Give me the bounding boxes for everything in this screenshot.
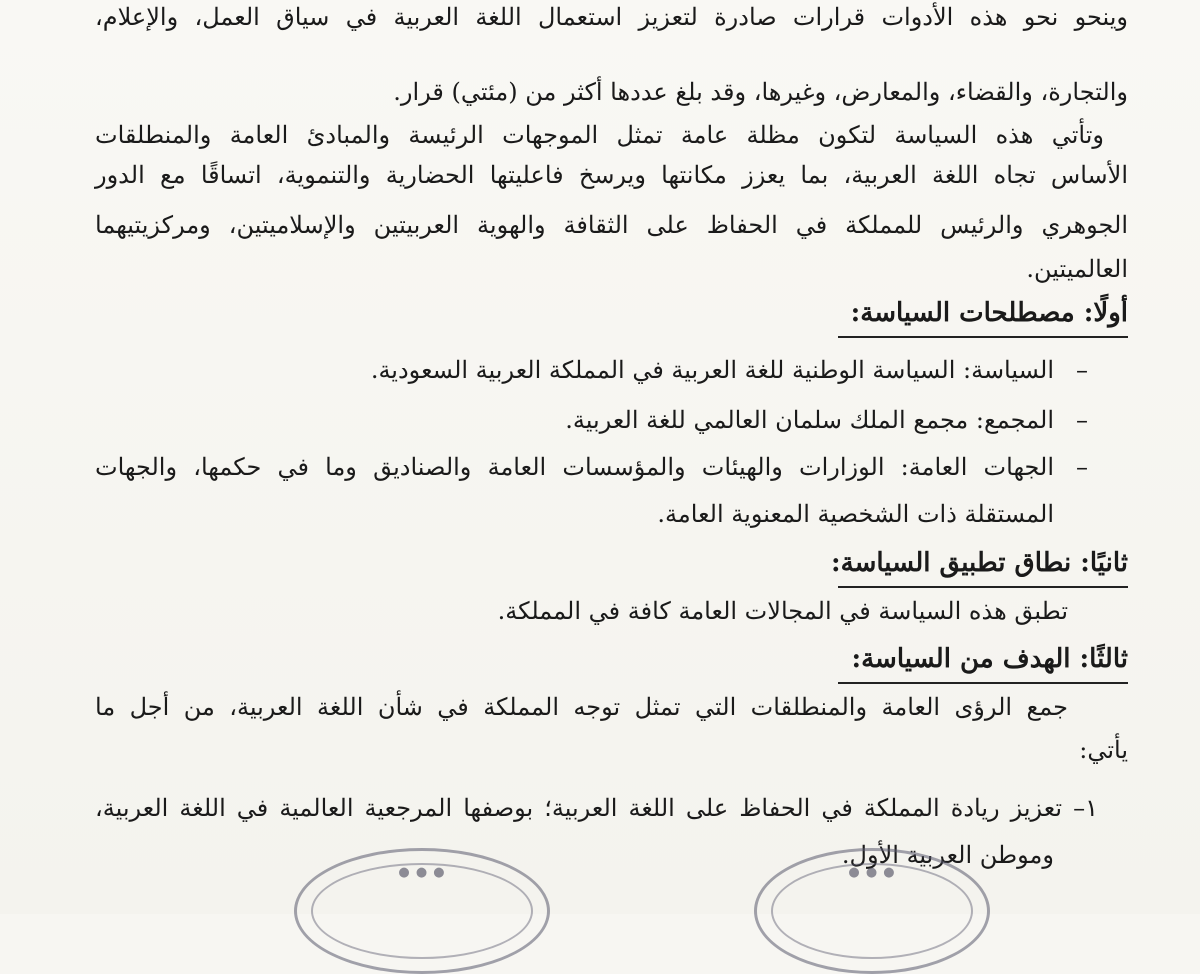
dash-bullet: – <box>1076 356 1088 384</box>
heading-underline <box>838 586 1128 588</box>
official-seal-stamp: ● ● ● <box>294 848 550 974</box>
objective-item-1-continuation: وموطن العربية الأول. <box>841 841 1054 869</box>
paragraph-line: الأساس تجاه اللغة العربية، بما يعزز مكانتها ويرسخ فاعليتها الحضارية والتنموية، اتساقًا مع الدور <box>95 161 1128 189</box>
scope-text: تطبق هذه السياسة في المجالات العامة كافة في المملكة. <box>497 597 1068 625</box>
paragraph-line: الجوهري والرئيس للمملكة في الحفاظ على الثقافة والهوية العربيتين والإسلاميتين، ومركزيتيهما <box>95 211 1128 239</box>
dash-bullet: – <box>1076 406 1088 434</box>
term-item-policy <box>371 355 1088 385</box>
official-seal-stamp: ● ● ● <box>754 848 990 974</box>
section-heading-objective: ثالثًا: الهدف من السياسة: <box>851 644 1128 674</box>
term-item-text: السياسة: السياسة الوطنية للغة العربية في المملكة العربية السعودية. <box>370 356 1054 384</box>
term-item-public-entities <box>95 452 1088 482</box>
paragraph-line: وينحو نحو هذه الأدوات قرارات صادرة لتعزيز استعمال اللغة العربية في سياق العمل، والإعلام، <box>95 3 1128 31</box>
term-item-academy <box>565 405 1088 435</box>
term-item-continuation: المستقلة ذات الشخصية المعنوية العامة. <box>657 500 1054 528</box>
paragraph-line: والتجارة، والقضاء، والمعارض، وغيرها، وقد بلغ عددها أكثر من (مئتي) قرار. <box>393 78 1128 106</box>
objective-item-1 <box>95 793 1098 823</box>
heading-underline <box>838 336 1128 338</box>
objective-intro-line: جمع الرؤى العامة والمنطلقات التي تمثل توجه المملكة في شأن اللغة العربية، من أجل ما <box>95 693 1068 721</box>
objective-intro-line: يأتي: <box>1079 736 1128 764</box>
item-number: ١– <box>1073 794 1098 822</box>
dash-bullet: – <box>1076 453 1088 481</box>
paragraph-line: وتأتي هذه السياسة لتكون مظلة عامة تمثل الموجهات الرئيسة والمبادئ العامة والمنطلقات <box>95 121 1104 149</box>
paragraph-line: العالميتين. <box>1026 255 1128 283</box>
heading-underline <box>838 682 1128 684</box>
term-item-text: المجمع: مجمع الملك سلمان العالمي للغة العربية. <box>565 406 1054 434</box>
term-item-text: الجهات العامة: الوزارات والهيئات والمؤسسات العامة والصناديق وما في حكمها، والجهات <box>95 453 1054 481</box>
item-text: تعزيز ريادة المملكة في الحفاظ على اللغة العربية؛ بوصفها المرجعية العالمية في اللغة العربية، <box>95 794 1063 822</box>
section-heading-scope: ثانيًا: نطاق تطبيق السياسة: <box>831 548 1128 578</box>
section-heading-terms: أولًا: مصطلحات السياسة: <box>850 298 1128 328</box>
